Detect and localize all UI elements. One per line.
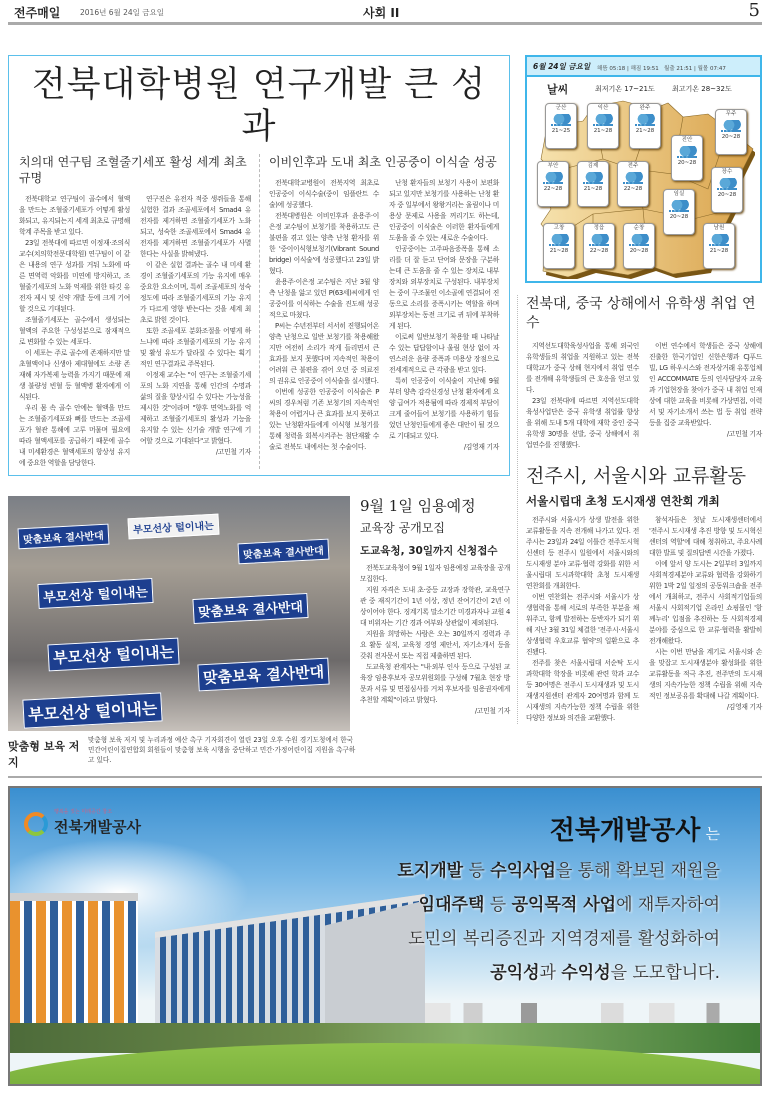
jeonju-body	[526, 515, 762, 724]
ad-line: 공익성과 수익성을 도모합니다.	[490, 963, 720, 983]
paragraph: 이번에 성공한 인공중이 이식술은 P씨의 경우처럼 기존 보청기의 지속적인 착용이 어렵거나 큰 효과를 보지 못하고 있는 난청환자들에게 이식형 보청기를 통해 청력을 회복시켜주는 첨단재활 수술로 전북도 내에서는 첫 수술이다.	[269, 388, 379, 451]
protest-sign: 맞춤보육 결사반대	[192, 593, 308, 624]
paragraph: P씨는 수년전부터 서서히 진행되어온 양측 난청으로 일반 보청기를 착용해왔지만 여전히 소리가 작게 들리면서 큰 효과를 보지 못했다며 지속적인 착용이 어려워 큰 불편을 겪어 오던 중 의료진의 권유로 인공중이 이식술을 실시했다.	[269, 322, 379, 385]
rain-cloud-icon	[709, 234, 729, 246]
jeonju-headline: 전주시, 서울시와 교류활동	[526, 465, 747, 487]
city-forecast: 정읍 22~28	[583, 223, 615, 269]
logo-mark-icon	[24, 812, 48, 836]
rain-cloud-icon	[543, 172, 563, 184]
city-forecast: 순창 20~28	[623, 223, 655, 269]
paragraph: 전북대학교병원이 전북지역 최초로 인공중이 이식수술(중이 임플란트 수술)에 성공했다.	[269, 179, 379, 209]
protest-sign: 맞춤보육 결사반대	[238, 539, 330, 565]
city-forecast: 군산 21~25	[545, 103, 577, 149]
ad-headline-name: 전북개발공사	[549, 816, 701, 846]
rain-cloud-icon	[677, 146, 697, 158]
byline: /고민철 기자	[726, 430, 762, 438]
rain-cloud-icon	[583, 172, 603, 184]
paragraph: 지역선도대학육성사업을 통해 외국인 유학생들의 취업을 지원하고 있는 전북대학교가 중국 상해 현지에서 취업 연수를 전개해 유학생들의 큰 호응을 얻고 있다.	[526, 342, 639, 394]
rain-cloud-icon	[717, 178, 737, 190]
page-number: 5	[748, 0, 760, 21]
low-temp: 최저기온 17~21도	[595, 85, 655, 93]
ad-line: 임대주택 등 공익목적 사업에 재투자하여	[418, 895, 720, 915]
ad-line: 도민의 복리증진과 지역경제를 활성화하여	[408, 929, 720, 949]
masthead	[8, 0, 762, 22]
paragraph: 전북도교육청이 9월 1일자 임용예정 교육장을 공개모집한다.	[360, 564, 510, 583]
paragraph: 전주를 찾은 서울시립대 서순탁 도시과학대학 학장을 비롯해 관련 학과 교수 등 30여명은 전주시 도시재생과 및 도시재생지원센터 관계자 20여명과 함께 도시재생의 지속가능한 정책 수립을 위한 다양한 정보와 의견을 교환했다.	[526, 659, 639, 722]
weather-header	[527, 57, 760, 77]
edu-subhead: 도교육청, 30일까지 신청접수	[360, 545, 498, 557]
right-news-column	[517, 295, 762, 724]
paragraph: 시는 이번 만남을 계기로 서울시와 손을 맞잡고 도시재생분야 활성화를 위한 교류활동을 적극 추진, 전주만의 도시재생의 지속가능한 정책 수립을 위해 지속적인 정보공유를 확대해 나갈 계획이다.	[649, 648, 762, 700]
byline: /고민철 기자	[215, 448, 251, 456]
rain-cloud-icon	[635, 114, 655, 126]
section-name: 사회 II	[363, 6, 400, 20]
ad-headline	[550, 810, 720, 847]
china-headline: 전북대, 중국 상해에서 유학생 취업 연수	[526, 296, 756, 331]
paper-name: 전주매일	[14, 6, 61, 20]
ad-rule	[8, 776, 762, 778]
city-forecast: 김제 21~28	[577, 161, 609, 207]
logo	[24, 808, 174, 838]
protest-sign: 부모선상 털이내는	[128, 514, 220, 540]
header-rule	[8, 22, 762, 25]
article1	[19, 154, 259, 469]
article1-subhead: 치의대 연구팀 조혈줄기세포 활성 세계 최초 규명	[19, 155, 247, 185]
sun-moon-times: 해뜸 05:18 | 해짐 19:51 월출 21:51 | 월몰 07:47	[597, 66, 726, 72]
weather-title: 날씨	[547, 83, 569, 96]
byline: /김영재 기자	[463, 443, 499, 451]
logo-tagline: 행복을 짓는 미래공간 창조	[54, 809, 112, 815]
photo-label: 맞춤형 보육 저지	[8, 740, 80, 769]
weather-date: 6월 24일 금요일	[533, 62, 591, 71]
protest-sign: 부모선상 털이내는	[22, 692, 163, 728]
city-forecast: 고창 21~28	[543, 223, 575, 269]
article2-body	[269, 178, 499, 453]
paragraph: 특히 인공중이 이식술이 지난해 9월부터 양측 감각신경성 난청 환자에게 요양 급여가 적용됨에 따라 경제적 부담이 크게 줄어들어 보청기를 사용하기 힘들었던 난청인들에게 좋은 대안이 될 것으로 기대되고 있다.	[389, 377, 499, 440]
paragraph: 이에 앞서 양 도시는 2일부터 3일까지 사회적경제분야 교류와 협력을 강화하기 위한 1박 2일 일정의 공동워크숍을 전주에서 개최하고, 전주시 사회적기업들의 서울시 사회적기업 온라인 쇼핑몰인 '함께누리' 입점을 추진하는 등 사회적경제분야를 중심으로 한 교류·협력을 활발히 전개해왔다.	[649, 560, 762, 645]
edu-article	[360, 496, 510, 731]
paragraph: 조혈줄기세포는 골수에서 생성되는 혈액의 주요한 구성성분으로 잠재적으로 변화할 수 있는 세포다.	[19, 316, 130, 346]
rain-cloud-icon	[721, 120, 741, 132]
paragraph: 전북대학교 연구팀이 골수에서 혈액을 만드는 조혈줄기세포가 어떻게 활성화되고, 유지되는지 세계 최초로 규명해 학계 주목을 받고 있다.	[19, 195, 130, 236]
logo-name: 전북개발공사	[54, 818, 141, 836]
city-forecast: 부안 22~28	[537, 161, 569, 207]
rain-cloud-icon	[629, 234, 649, 246]
paragraph: 윤용주·이은정 교수팀은 지난 3월 양측 난청을 앓고 있던 P(63세)씨에게 인공중이를 이식하는 수술을 진도해 성공적으로 마쳤다.	[269, 278, 379, 319]
rain-cloud-icon	[549, 234, 569, 246]
city-forecast: 진안 20~28	[671, 135, 703, 181]
article2	[259, 154, 499, 469]
article2-subhead: 이비인후과 도내 최초 인공중이 이식술 성공	[269, 155, 497, 169]
protest-sign: 맞춤보육 결사반대	[197, 658, 329, 692]
paragraph: 이 같은 실험 결과는 골수 내 미세 환경이 조혈줄기세포의 기능 유지에 매우 중요한 요소이며, 특히 조골세포의 성숙 정도에 따라 조혈줄기세포의 기능 유지가 다르게 영향 받는다는 것을 세계 최초로 밝힌 것이다.	[140, 261, 251, 324]
protest-sign: 부모선상 털이내는	[47, 638, 179, 672]
photo-caption: 맞춤형 보육 저지 및 누리과정 예산 촉구 기자회견이 열린 23일 오후 수원 경기도청에서 한국민간어린이집연합회 회원들이 맞춤형 보육 시행을 중단하고 민간·가정어린이집 지원을 촉구하고 있다.	[88, 736, 356, 764]
city-forecast: 장수 20~28	[711, 167, 743, 213]
paragraph: 우리 몸 속 골수 안에는 혈액을 만드는 조혈줄기세포와 뼈를 만드는 조골세포가 혈관 통해에 고루 머물며 필요에 따라 혈액세포를 공급하기 때문에 골수 내 미세환경은 혈액세포의 항상성 유지에 중요한 역할을 담당한다.	[19, 404, 130, 467]
paragraph: 전주시와 서울시가 상생 발전을 위한 교류활동을 지속 전개해 나가고 있다. 전주시는 23일과 24일 이틀간 전주도시혁신센터 등 전주시 일원에서 서울시와의 도시재생 분야 교류·협력 강화를 위한 서울시립대 도시과학대학 초청 도시재생 연찬회를 개최한다.	[526, 516, 639, 590]
paragraph: 지원을 희망하는 사람은 오는 30일까지 경력과 주요 활동 실적, 교육청 경영 제안서, 자기소개서 등을 갖춰 전자문서 또는 직접 제출하면 된다.	[360, 630, 510, 660]
paragraph: 이번 연수에서 학생들은 중국 상해에 진출한 한국기업인 신한은행과 CJ푸드빌, LG 하우시스와 전자상거래 유통업체인 ACCOMMATE 등의 인사담당자 교육과 기업현장을 찾아가 중국 내 취업 인재상에 대한 교육을 비롯해 가상면접, 이력서 및 자기소개서 쓰는 법 등 취업 전략 등을 집중 교육받았다.	[649, 342, 762, 427]
paragraph: 지원 자격은 도내 초·중등 교장과 장학관, 교육연구관 중 재직기간이 1년 이상, 정년 잔여기간이 2년 이상이어야 한다. 징계기록 말소기간 미경과자나 교원 4대 비위자는 기간 경과 여부와 상관없이 제외된다.	[360, 586, 510, 627]
paragraph: 참석자들은 첫날 도시재생센터에서 '전주시 도시재생 추진 방향 및 도시혁신센터의 역할'에 대해 청취하고, 주요사례 대한 발표 및 질의답변 시간을 가졌다.	[649, 516, 762, 557]
weather-box	[525, 55, 762, 283]
byline: /김영재 기자	[726, 703, 762, 711]
rain-cloud-icon	[589, 234, 609, 246]
city-forecast: 무주 20~28	[715, 109, 747, 155]
byline: /고민철 기자	[474, 707, 510, 715]
paragraph: 인공중이는 고주파음증폭을 통해 소리를 더 잘 듣고 단어와 문장을 구분하는데 큰 도움을 줄 수 있는 장치로 내부장치와 외부장치로 구성된다. 내부장치는 중이 구조물인 이소골에 연결되어 진동으로 소리를 증폭시키는 역할을 하며 외부장치는 동전 크기로 귀 뒤에 부착하게 된다.	[389, 245, 499, 330]
ad-copy	[397, 854, 720, 990]
rain-cloud-icon	[593, 114, 613, 126]
paragraph: 이로써 일반보청기 착용할 때 나타날 수 있는 답답함이나 울림 현상 없이 자연스러운 음량 증폭과 미용상 장점으로 전세계적으로 큰 각광을 받고 있다.	[389, 333, 499, 374]
city-forecast: 남원 21~28	[703, 223, 735, 269]
article1-body	[19, 194, 251, 469]
paragraph: 도교육청 관계자는 "내·외부 인사 등으로 구성된 교육장 임용후보자 공모위원회를 구성해 7월초 현장 방문과 서류 및 면접심사를 거쳐 후보자를 임용권자에게 추천할 계획"이라고 밝혔다.	[360, 663, 510, 704]
ad-headline-suffix: 는	[705, 825, 720, 843]
ad-line: 토지개발 등 수익사업을 통해 확보된 재원을	[397, 861, 720, 881]
city-forecast: 완주 21~28	[629, 103, 661, 149]
feature-box	[8, 55, 510, 476]
edu-title-2: 교육장 공개모집	[360, 521, 445, 535]
paragraph: 이 세포는 주로 골수에 존재하지만 말초혈액이나 신생아 제대혈에도 소량 존재해 자가복제 능력을 가지기 때문에 재생 불량성 빈혈 등 혈액병 환자에게 이식된다.	[19, 349, 130, 401]
issue-date: 2016년 6월 24일 금요일	[80, 8, 165, 17]
paragraph: 전북대병원은 이비인후과 윤용주·이은정 교수팀이 보청기를 착용하고도 큰 불편을 겪고 있는 양측 난청 환자를 위한 '중이이식형보청기(Vibrant Sound bridge) 이식술'에 성공했다고 23일 밝혔다.	[269, 212, 379, 275]
city-forecast: 익산 21~28	[587, 103, 619, 149]
edu-body	[360, 563, 510, 717]
protest-sign: 맞춤보육 결사반대	[18, 524, 110, 550]
rain-cloud-icon	[623, 172, 643, 184]
feature-headline: 전북대학병원 연구개발 큰 성과	[31, 65, 487, 147]
protest-sign: 부모선상 털이내는	[37, 578, 153, 609]
edu-title: 9월 1일 임용예정	[360, 497, 476, 515]
office-building	[10, 893, 138, 1043]
paragraph: 이번 연찬회는 전주시와 서울시가 상생협력을 통해 서로의 부족한 부분을 채워주고, 함께 발전하는 동반자가 되기 위해 지난 3월 31일 체결한 '전주시·서울시 상생협력 우호교류 협약'의 일환으로 추진됐다.	[526, 593, 639, 656]
paragraph: 난청 환자들의 보청기 사용이 보편화되고 있지만 보청기를 사용하는 난청 환자 중 일부에서 왕왕거리는 울림이나 미용상 문제로 사용을 꺼리기도 하는데, 인공중이 이식술은 이러한 환자들에게 도움을 줄 수 있는 새로운 수술이다.	[389, 179, 499, 242]
paragraph: 23일 전북대에 따르면 이정재·조의식 교수(치의학전문대학원) 연구팀이 이 같은 내용의 연구 성과를 거둬 노화에 따른 면역력 악화를 미연에 방지하고, 조혈줄기세포의 노화 억제를 위한 타깃 유전자 제시 및 신약 개발 등에 크게 기여할 것으로 기대된다.	[19, 239, 130, 313]
city-forecast: 전주 22~28	[617, 161, 649, 207]
high-temp: 최고기온 28~32도	[672, 85, 732, 93]
rain-cloud-icon	[669, 200, 689, 212]
jeonju-subhead: 서울시립대 초청 도시재생 연찬회 개최	[526, 494, 720, 508]
protest-photo	[8, 496, 350, 731]
paragraph: 또한 조골세포 분화조절을 어떻게 하느냐에 따라 조혈줄기세포의 기능 유지 및 활성 유도가 달라질 수 있다는 획기적인 연구결과로 주목된다.	[140, 327, 251, 368]
city-forecast: 임실 20~28	[663, 189, 695, 235]
rain-cloud-icon	[551, 114, 571, 126]
paragraph: 23일 전북대에 따르면 지역선도대학육성사업단은 중국 유학생 취업률 향상을 위해 도내 5개 대학에 재학 중인 중국 유학생 30명을 선발, 중국 상해에서 취업연수를 진행했다.	[526, 397, 639, 449]
paragraph: 연구진은 유전자 적중 생쥐들을 통해 실험한 결과 조골세포에서 Smad4 유전자를 제거하면 조혈줄기세포가 노화되고, 성숙한 조골세포에서 Smad4 유전자를 제거하면 조혈줄기세포가 사멸한다는 사실을 밝혀냈다.	[140, 195, 251, 258]
china-body	[526, 341, 762, 451]
advertisement	[8, 786, 762, 1086]
paragraph: 이정재 교수는 "이 연구는 조혈줄기세포의 노화 지연을 통해 인간의 수명과 삶의 질을 향상시킬 수 있다는 가능성을 제시한 것"이라며 "향후 면역노화를 억제하고 조혈줄기세포의 활성과 기능을 유지할 수 있는 신기술 개발 연구에 기여할 것으로 기대된다"고 밝혔다.	[140, 371, 251, 445]
